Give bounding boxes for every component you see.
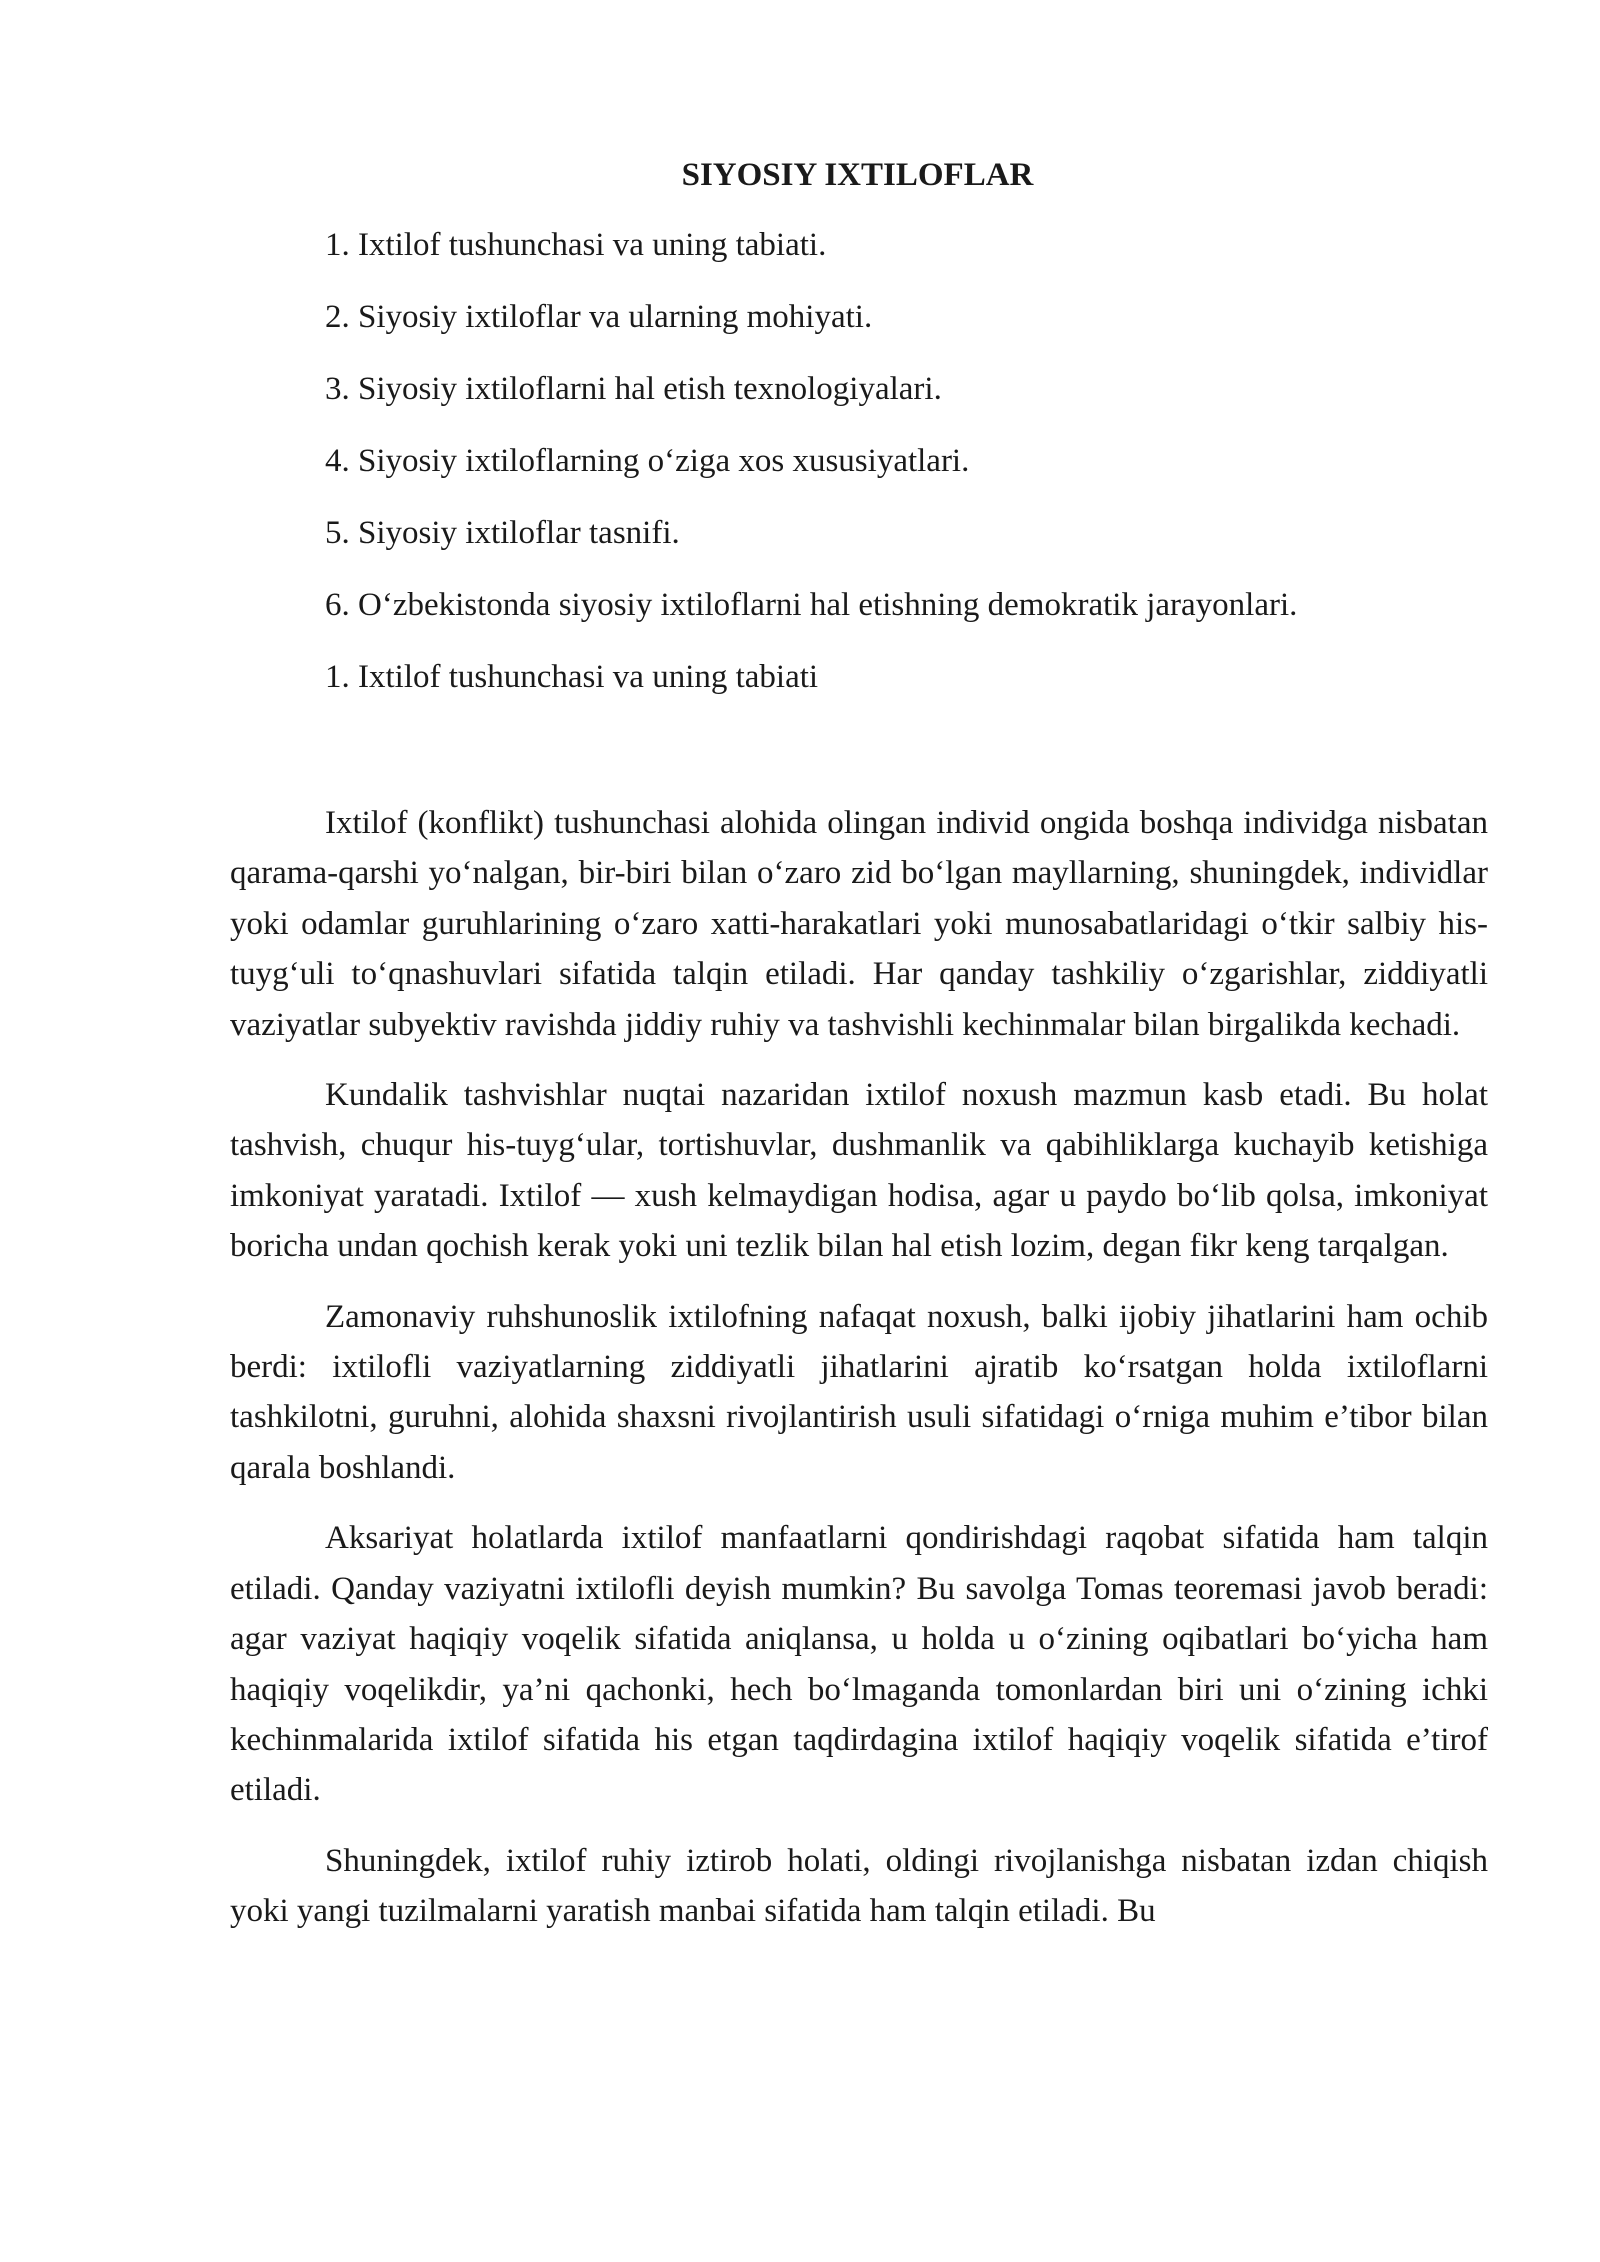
outline-item: 4. Siyosiy ixtiloflarning o‘ziga xos xususiyatlari.	[325, 443, 970, 479]
outline-item: 5. Siyosiy ixtiloflar tasnifi.	[325, 515, 680, 551]
outline-item: 1. Ixtilof tushunchasi va uning tabiati.	[325, 227, 827, 263]
outline-item: 6. O‘zbekistonda siyosiy ixtiloflarni hal etishning demokratik jarayonlari.	[325, 587, 1298, 623]
topic-outline	[325, 220, 1505, 724]
paragraph: Ixtilof (konflikt) tushunchasi alohida olingan individ ongida boshqa individga nisbatan qarama-qarshi yo‘nalgan, bir-biri bilan o‘zaro zid bo‘lgan mayllarning, shuningdek, individlar yoki odamlar guruhlarining o‘zaro xatti-harakatlari yoki munosabatlaridagi o‘tkir salbiy his-tuyg‘uli to‘qnashuvlari sifatida talqin etiladi. Har qanday tashkiliy o‘zgarishlar, ziddiyatli vaziyatlar subyektiv ravishda jiddiy ruhiy va tashvishli kechinmalar bilan birgalikda kechadi.	[230, 805, 1488, 1043]
outline-item: 3. Siyosiy ixtiloflarni hal etish texnologiyalari.	[325, 371, 942, 407]
section-heading: 1. Ixtilof tushunchasi va uning tabiati	[325, 659, 819, 695]
paragraph: Aksariyat holatlarda ixtilof manfaatlarni qondirishdagi raqobat sifatida ham talqin etiladi. Qanday vaziyatni ixtilofli deyish mumkin? Bu savolga Tomas teoremasi javob beradi: agar vaziyat haqiqiy voqelik sifatida aniqlansa, u holda u o‘zining oqibatlari bo‘yicha ham haqiqiy voqelikdir, ya’ni qachonki, hech bo‘lmaganda tomonlardan biri uni o‘zining ichki kechinmalarida ixtilof sifatida his etgan taqdirdagina ixtilof haqiqiy voqelik sifatida e’tirof etiladi.	[230, 1520, 1488, 1809]
paragraph: Shuningdek, ixtilof ruhiy iztirob holati, oldingi rivojlanishga nisbatan izdan chiqish yoki yangi tuzilmalarni yaratish manbai sifatida ham talqin etiladi. Bu	[230, 1842, 1488, 1930]
outline-item: 2. Siyosiy ixtiloflar va ularning mohiyati.	[325, 299, 873, 335]
page-title: SIYOSIY IXTILOFLAR	[681, 157, 1034, 193]
paragraph: Zamonaviy ruhshunoslik ixtilofning nafaqat noxush, balki ijobiy jihatlarini ham ochib berdi: ixtilofli vaziyatlarning ziddiyatli jihatlarini ajratib ko‘rsatgan holda ixtiloflarni tashkilotni, guruhni, alohida shaxsni rivojlantirish usuli sifatidagi o‘rniga muhim e’tibor bilan qarala boshlandi.	[230, 1298, 1488, 1486]
paragraph: Kundalik tashvishlar nuqtai nazaridan ixtilof noxush mazmun kasb etadi. Bu holat tashvish, chuqur his-tuyg‘ular, tortishuvlar, dushmanlik va qabihliklarga kuchayib ketishiga imkoniyat yaratadi. Ixtilof — xush kelmaydigan hodisa, agar u paydo bo‘lib qolsa, imkoniyat boricha undan qochish kerak yoki uni tezlik bilan hal etish lozim, degan fikr keng tarqalgan.	[230, 1077, 1488, 1265]
body-text	[230, 798, 1488, 1957]
